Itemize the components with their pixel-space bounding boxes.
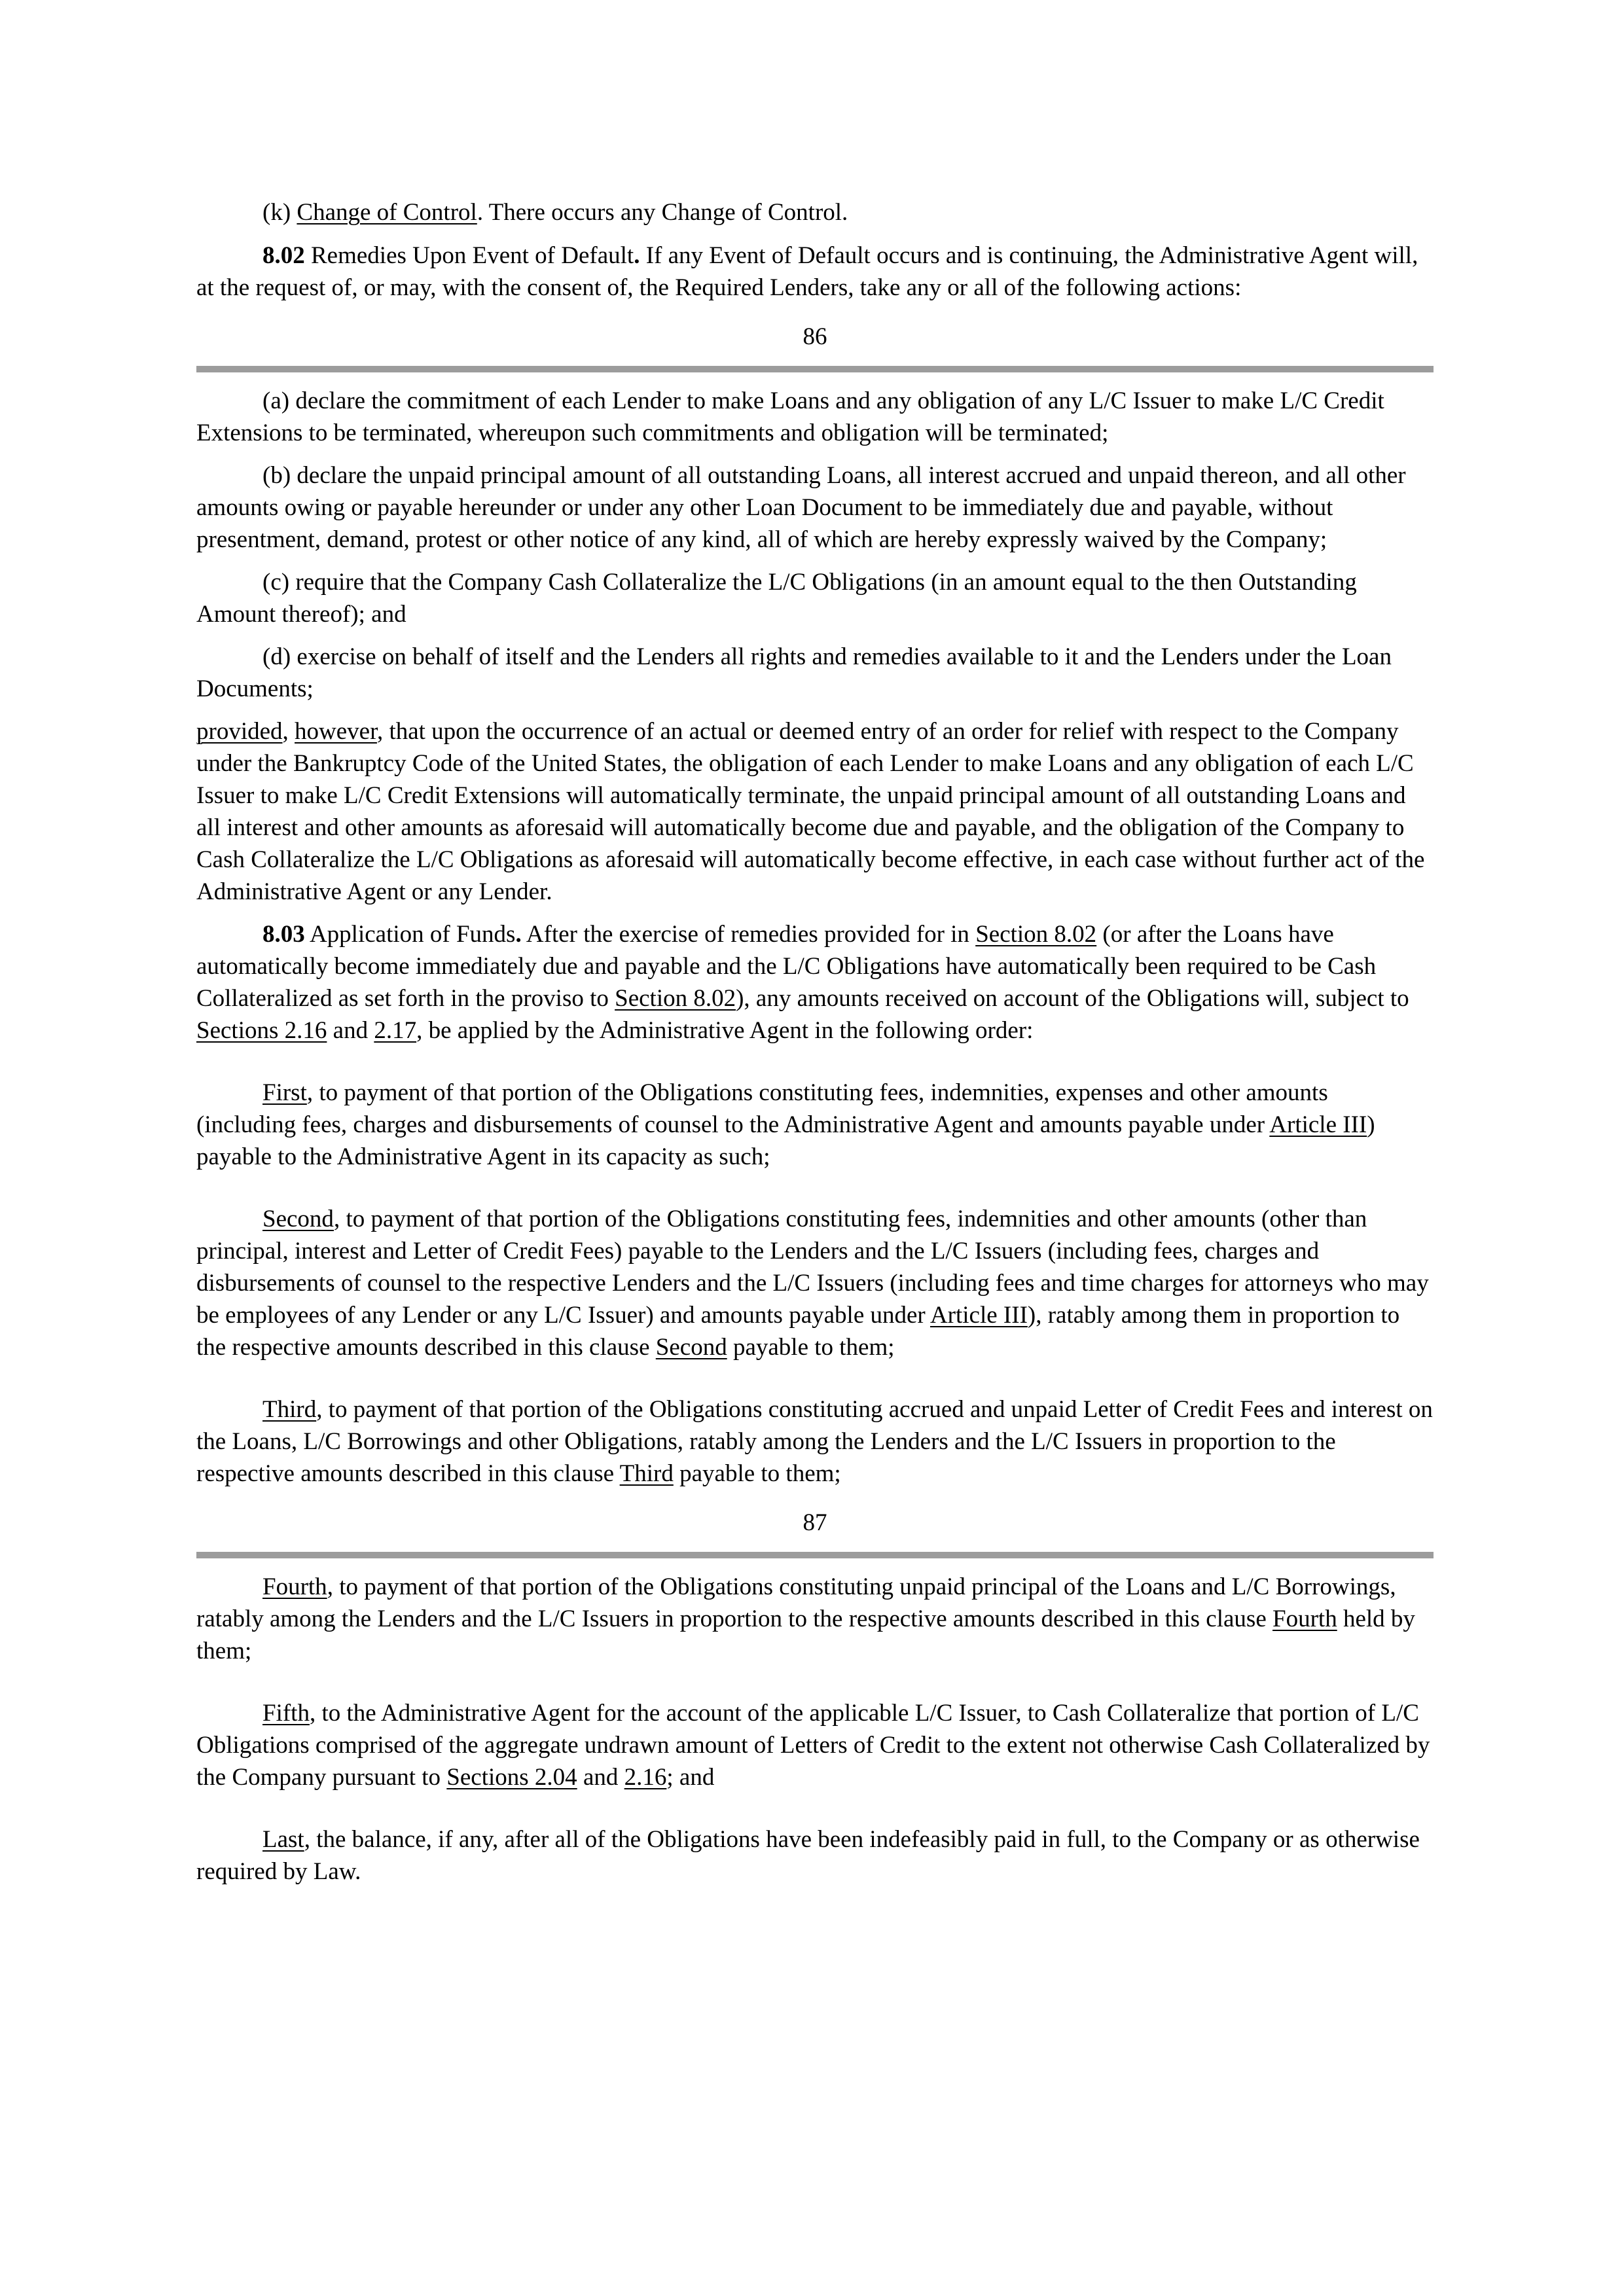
page-break-rule [196,366,1434,372]
para-k-text: . There occurs any Change of Control. [477,199,848,226]
clause-second-reference: Second [655,1334,727,1361]
clause-third [196,1393,1434,1490]
section-2-16-reference: 2.16 [624,1764,667,1791]
clause-first-text-2: ) payable to the Administrative Agent in its capacity as such; [196,1111,1375,1170]
proviso-however: however [295,718,377,745]
clause-first-label: First [262,1079,307,1106]
clause-second-text-1: , to payment of that portion of the Obligations constituting fees, indemnities and other amounts (other than principal, interest and Letter of Credit Fees) payable to the Lenders and the L/C Issuers (including fees, charges and disbursements of counsel to the respective Lenders and the L/C Issuers (including fees and time charges for attorneys who may be employees of any Lender or any L/C Issuer) and amounts payable under [196,1206,1429,1329]
clause-fourth-text-1: , to payment of that portion of the Obligations constituting unpaid principal of the Loans and L/C Borrowings, ratably among the Lenders and the L/C Issuers in proportion to the respective amounts described in this clause [196,1573,1396,1632]
para-k-change-of-control [196,196,1434,228]
page-number-86: 86 [803,323,827,350]
clause-fifth-text-2: and [577,1764,624,1791]
para-k-prefix: (k) [262,199,297,226]
clause-fifth-text-3: ; and [666,1764,715,1791]
para-a: (a) declare the commitment of each Lender to make Loans and any obligation of any L/C Issuer to make L/C Credit Extensions to be terminated, whereupon such commitments and obligation will be terminated; [196,387,1384,446]
clause-fifth [196,1697,1434,1793]
sections-2-04-reference: Sections 2.04 [446,1764,577,1791]
clause-fourth-label: Fourth [262,1573,327,1600]
document-body [196,196,1434,1888]
section-8-02 [196,240,1434,304]
proviso-text: , that upon the occurrence of an actual or deemed entry of an order for relief with respect to the Company under the Bankruptcy Code of the United States, the obligation of each Lender to make Loans and any obligation of each L/C Issuer to make L/C Credit Extensions will automatically terminate, the unpaid principal amount of all outstanding Loans and all interest and other amounts as aforesaid will automatically become due and payable, and the obligation of the Company to Cash Collateralize the L/C Obligations as aforesaid will automatically become effective, in each case without further act of the Administrative Agent or any Lender. [196,718,1425,905]
section-8-03-heading: Application of Funds [304,921,516,948]
section-2-17-reference: 2.17 [374,1017,417,1044]
clause-third-label: Third [262,1396,317,1423]
clause-second-label: Second [262,1206,334,1232]
section-8-03 [196,918,1434,1047]
clause-first-text-1: , to payment of that portion of the Obligations constituting fees, indemnities, expenses and other amounts (including fees, charges and disbursements of counsel to the Administrative Agent and amounts payable under [196,1079,1328,1138]
section-8-02-reference: Section 8.02 [975,921,1097,948]
section-8-03-text-2: (or after the Loans have automatically become immediately due and payable and the L/C Obligations have automatically been required to be Cash Collateralized as set forth in the proviso to [196,921,1377,1012]
proviso-provided: provided [196,718,283,745]
page-number-87: 87 [803,1509,827,1536]
page-break-rule [196,1552,1434,1558]
section-8-02-period: . [634,242,640,269]
clause-third-reference: Third [619,1460,674,1487]
section-8-02-number: 8.02 [262,242,305,269]
clause-second-text-2: ), ratably among them in proportion to the respective amounts described in this clause [196,1302,1400,1361]
clause-fourth [196,1571,1434,1667]
clause-last-label: Last [262,1826,304,1853]
clause-last [196,1823,1434,1888]
clause-fifth-text-1: , to the Administrative Agent for the account of the applicable L/C Issuer, to Cash Collateralize that portion of L/C Obligations comprised of the aggregate undrawn amount of Letters of Credit to the extent not otherwise Cash Collateralized by the Company pursuant to [196,1700,1430,1791]
para-k-heading: Change of Control [297,199,477,226]
article-iii-reference: Article III [929,1302,1028,1329]
proviso-separator: , [282,718,295,745]
clause-fifth-label: Fifth [262,1700,310,1727]
para-b: (b) declare the unpaid principal amount of all outstanding Loans, all interest accrued and unpaid thereon, and all other amounts owing or payable hereunder or under any other Loan Document to be immediately due and payable, without presentment, demand, protest or other notice of any kind, all of which are hereby expressly waived by the Company; [196,462,1406,553]
article-iii-reference: Article III [1269,1111,1367,1138]
clause-last-text: , the balance, if any, after all of the Obligations have been indefeasibly paid in full, to the Company or as otherwise required by Law. [196,1826,1420,1885]
section-8-03-number: 8.03 [262,921,305,948]
para-c: (c) require that the Company Cash Collateralize the L/C Obligations (in an amount equal to the then Outstanding Amount thereof); and [196,569,1357,628]
proviso-paragraph [196,715,1434,908]
clause-second [196,1203,1434,1363]
section-8-03-text-4: and [327,1017,374,1044]
section-8-02-reference: Section 8.02 [615,985,736,1012]
clause-fourth-reference: Fourth [1272,1605,1337,1632]
clause-third-text-2: payable to them; [673,1460,841,1487]
para-d: (d) exercise on behalf of itself and the Lenders all rights and remedies available to it and the Lenders under the Loan Documents; [196,643,1392,702]
clause-second-text-3: payable to them; [727,1334,895,1361]
clause-third-text-1: , to payment of that portion of the Obligations constituting accrued and unpaid Letter of Credit Fees and interest on the Loans, L/C Borrowings and other Obligations, ratably among the Lenders and the L/C Issuers in proportion to the respective amounts described in this clause [196,1396,1433,1487]
section-8-03-text-3: ), any amounts received on account of the Obligations will, subject to [736,985,1409,1012]
sections-2-16-reference: Sections 2.16 [196,1017,327,1044]
section-8-03-text-5: , be applied by the Administrative Agent in the following order: [416,1017,1034,1044]
section-8-02-heading: Remedies Upon Event of Default [304,242,634,269]
clause-fourth-text-2: held by them; [196,1605,1415,1664]
section-8-03-period: . [515,921,522,948]
clause-first [196,1077,1434,1173]
section-8-02-text: If any Event of Default occurs and is continuing, the Administrative Agent will, at the request of, or may, with the consent of, the Required Lenders, take any or all of the following actions: [196,242,1418,301]
section-8-03-text-1: After the exercise of remedies provided for in [521,921,976,948]
